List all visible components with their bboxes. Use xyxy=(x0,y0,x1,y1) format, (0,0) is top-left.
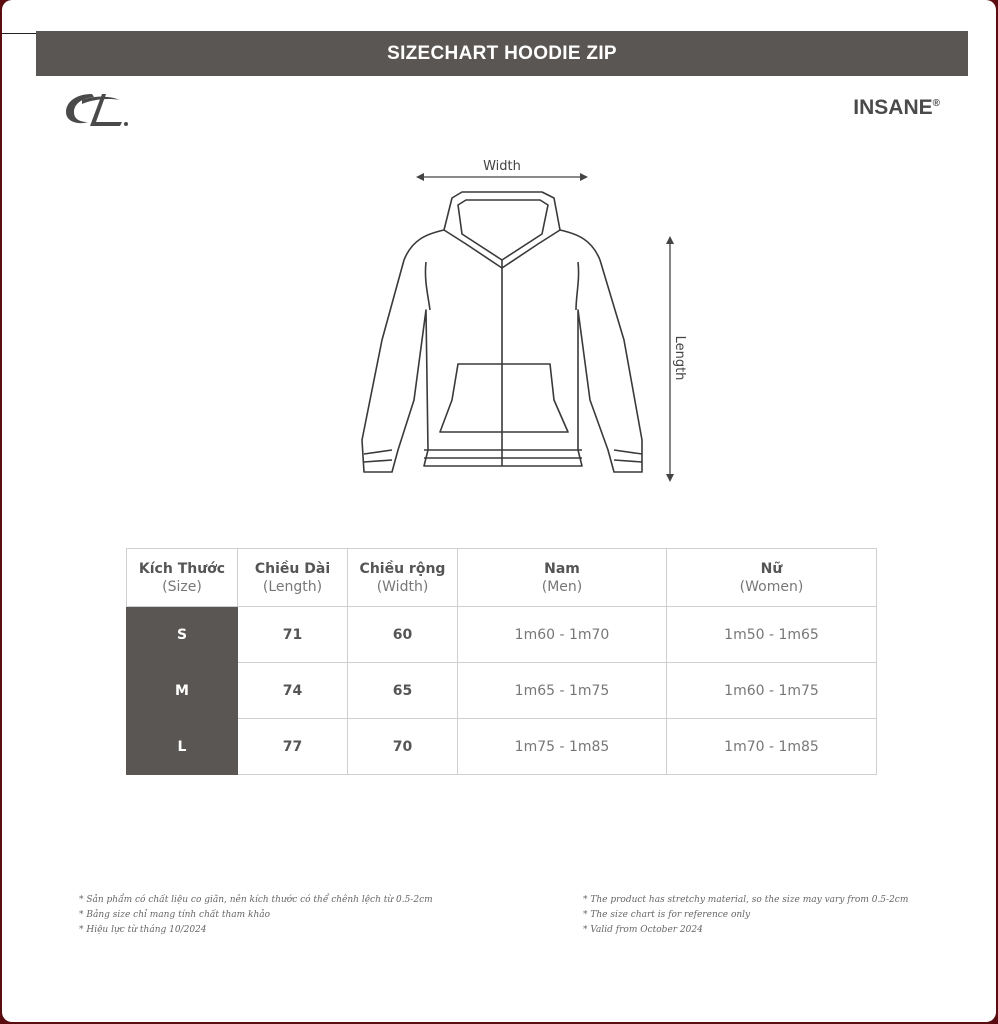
width-cell: 70 xyxy=(348,719,458,775)
header-label-en: (Size) xyxy=(162,578,202,595)
header-label-en: (Men) xyxy=(541,578,583,595)
table-row xyxy=(127,607,877,663)
length-cell: 71 xyxy=(238,607,348,663)
women-height-cell: 1m50 - 1m65 xyxy=(667,607,877,663)
brand-logo-icon xyxy=(62,88,134,136)
brand-text: INSANE xyxy=(853,96,933,119)
note-line: * Valid from October 2024 xyxy=(583,925,703,935)
header-label-en: (Length) xyxy=(262,578,323,595)
note-line: * The product has stretchy material, so the size may vary from 0.5-2cm xyxy=(583,895,909,905)
header-width xyxy=(348,549,458,607)
header-length xyxy=(238,549,348,607)
header-size xyxy=(127,549,238,607)
note-line: * The size chart is for reference only xyxy=(583,910,751,920)
size-cell: S xyxy=(127,607,238,663)
women-height-cell: 1m70 - 1m85 xyxy=(667,719,877,775)
men-height-cell: 1m75 - 1m85 xyxy=(458,719,667,775)
header-label-vn: Nam xyxy=(544,560,580,577)
size-table xyxy=(126,548,877,775)
note-line: * Hiệu lực từ tháng 10/2024 xyxy=(79,925,207,935)
header-label-en: (Width) xyxy=(376,578,429,595)
width-arrow-icon xyxy=(416,173,588,181)
header-label-vn: Chiều rộng xyxy=(359,560,446,577)
header-label-vn: Chiều Dài xyxy=(254,560,331,577)
size-cell: M xyxy=(127,663,238,719)
size-chart-sheet xyxy=(2,0,996,1022)
table-row xyxy=(127,663,877,719)
length-cell: 77 xyxy=(238,719,348,775)
men-height-cell: 1m65 - 1m75 xyxy=(458,663,667,719)
page-title: SIZECHART HOODIE ZIP xyxy=(36,31,968,76)
header-label-vn: Kích Thước xyxy=(138,560,226,577)
length-cell: 74 xyxy=(238,663,348,719)
hoodie-outline-icon xyxy=(362,192,642,472)
length-label: Length xyxy=(672,335,687,381)
note-line: * Bảng size chỉ mang tính chất tham khảo xyxy=(79,910,271,920)
header-label-vn: Nữ xyxy=(760,560,783,577)
header-women xyxy=(667,549,877,607)
width-label: Width xyxy=(483,159,521,174)
note-line: * Sản phẩm có chất liệu co giãn, nên kích thước có thể chênh lệch từ 0.5-2cm xyxy=(79,895,433,905)
header-men xyxy=(458,549,667,607)
width-cell: 60 xyxy=(348,607,458,663)
brand-name xyxy=(853,96,940,120)
table-row xyxy=(127,719,877,775)
table-header-row xyxy=(127,549,877,607)
men-height-cell: 1m60 - 1m70 xyxy=(458,607,667,663)
width-cell: 65 xyxy=(348,663,458,719)
notes-vietnamese xyxy=(79,893,433,938)
header-label-en: (Women) xyxy=(739,578,804,595)
hoodie-illustration xyxy=(342,150,702,494)
women-height-cell: 1m60 - 1m75 xyxy=(667,663,877,719)
divider xyxy=(2,33,36,34)
registered-mark: ® xyxy=(932,98,940,109)
notes-english xyxy=(583,893,908,938)
size-cell: L xyxy=(127,719,238,775)
